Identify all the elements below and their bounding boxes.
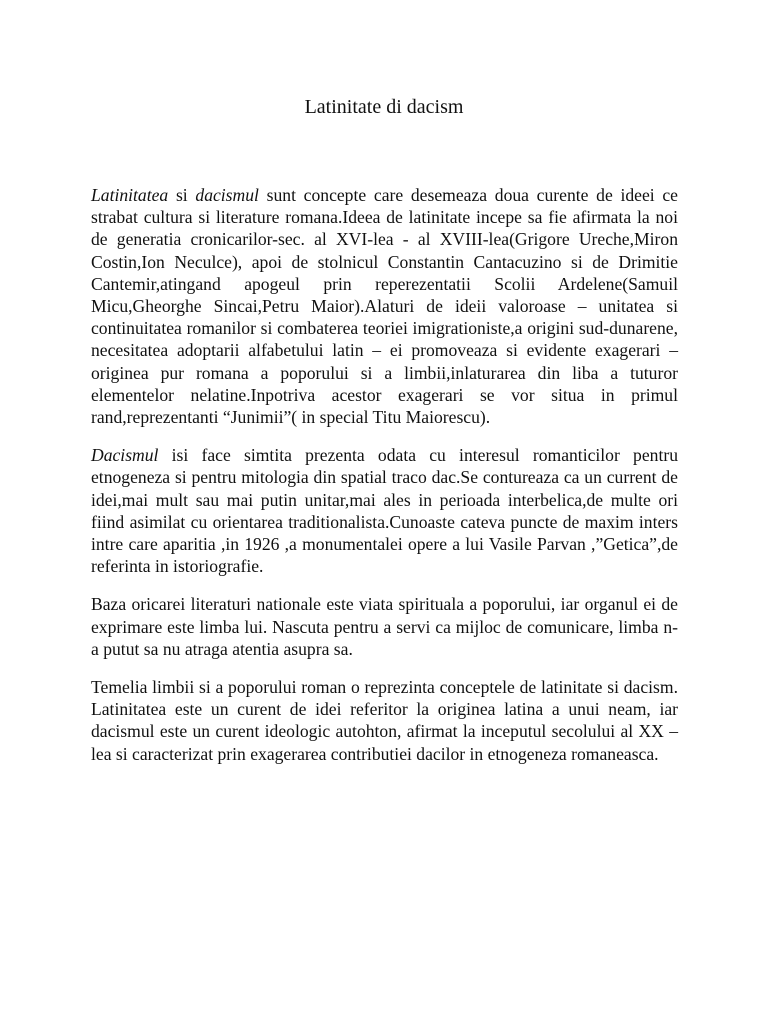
paragraph-1 bbox=[91, 184, 678, 428]
document-title: Latinitate di dacism bbox=[304, 96, 464, 118]
term-dacismul: dacismul bbox=[195, 185, 259, 205]
document-body bbox=[91, 184, 678, 781]
paragraph-1-text: sunt concepte care desemeaza doua curente de ideei ce strabat cultura si literature romana.Ideea de latinitate incepe sa fie afirmata la noi de generatia cronicarilor-sec. al XVI-lea - al XVIII-lea(Grigore Ureche,Miron Costin,Ion Neculce), apoi de stolnicul Constantin Cantacuzino si de Drimitie Cantemir,atingand apogeul prin reperezentatii Scolii Ardelene(Samuil Micu,Gheorghe Sincai,Petru Maior).Alaturi de ideii valoroase – unitatea si continuitatea romanilor si combaterea teoriei imigrationiste,a origini sud-dunarene, necesitatea adoptarii alfabetului latin – ei promoveaza si evidente exagerari – originea pur romana a poporului si a limbii,inlaturarea din liba a tuturor elementelor nelatine.Inpotriva acestor exagerari se vor situa in primul rand,reprezentanti “Junimii”( in special Titu Maiorescu). bbox=[91, 185, 678, 428]
term-latinitatea: Latinitatea bbox=[91, 185, 169, 205]
paragraph-4: Temelia limbii si a poporului roman o reprezinta conceptele de latinitate si dacism. Latinitatea este un curent de idei referitor la originea latina a unui neam, iar dacismul este un curent ideologic autohton, afirmat la inceputul secolului al XX –lea si caracterizat prin exagerarea contributiei dacilor in etnogeneza romaneasca. bbox=[91, 677, 678, 764]
term-dacismul-heading: Dacismul bbox=[91, 445, 159, 466]
paragraph-2-text: isi face simtita prezenta odata cu interesul romanticilor pentru etnogeneza si pentru mitologia din spatial traco dac.Se contureaza ca un current de idei,mai mult sau mai putin unitar,mai ales in perioada interbelica,de multe ori fiind asimilat cu orientarea traditionalista.Cunoaste cateva puncte de maxim inters intre care aparitia ,in 1926 ,a monumentalei opere a lui Vasile Parvan ,”Getica”,de referinta in istoriografie. bbox=[91, 445, 678, 577]
paragraph-1-conjunction: si bbox=[168, 185, 196, 205]
paragraph-3: Baza oricarei literaturi nationale este viata spirituala a poporului, iar organul ei de exprimare este limba lui. Nascuta pentru a servi ca mijloc de comunicare, limba n-a putut sa nu atraga atentia asupra sa. bbox=[91, 594, 678, 659]
paragraph-2 bbox=[91, 444, 678, 577]
